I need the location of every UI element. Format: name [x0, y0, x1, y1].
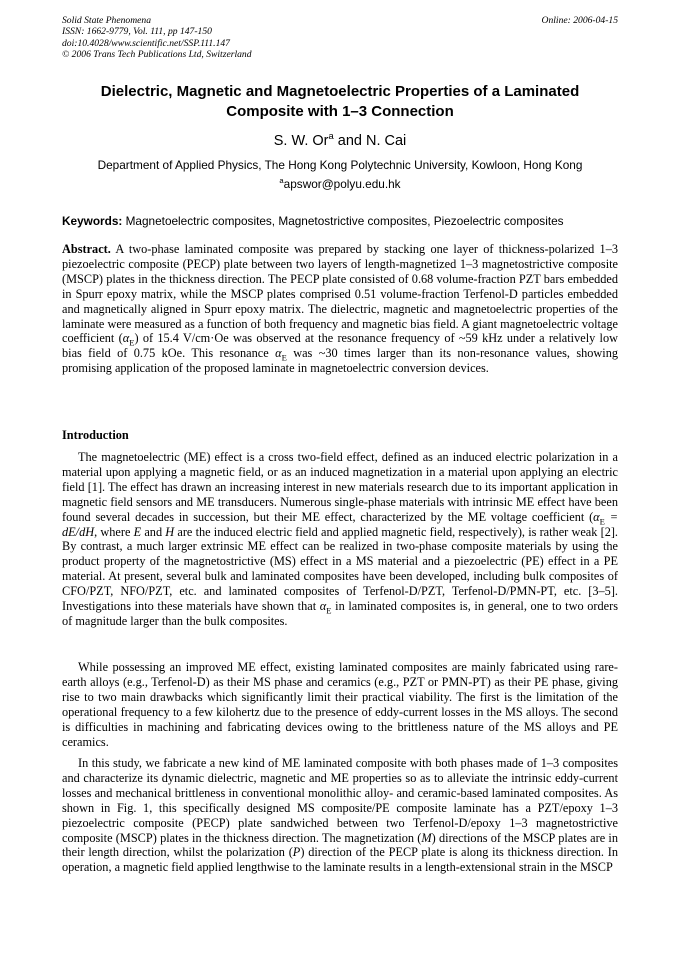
alpha-subscript: E — [129, 337, 135, 348]
para-text: The magnetoelectric (ME) effect is a cross two-field effect, defined as an induced electric polarization in a material upon applying a magnetic field, or as an induced magnetization in a material upon applying an electric field [1]. The effect has drawn an increasing interest in new materials research due to its important application in magnetic field sensors and ME transducers. Numerous single-phase materials with intrinsic ME effect have been found several decades in succession, but their ME effect, characterized by the ME voltage coefficient ( — [62, 450, 618, 524]
para-text: , where — [94, 524, 134, 539]
var-p: P — [292, 845, 301, 860]
para-text: and — [141, 524, 166, 539]
copyright-line: © 2006 Trans Tech Publications Ltd, Switzerland — [62, 49, 252, 61]
intro-paragraph-2: While possessing an improved ME effect, existing laminated composites are mainly fabricated using rare-earth alloys (e.g., Terfenol-D) as their MS phase and ceramics (e.g., PZT or PMN-PT) as their PE phase, giving rise to two main drawbacks which significantly limit their practical viability. The first is the limitation of the operational frequency to a few kilohertz due to the presence of eddy-current losses in the MS alloys. The second is difficulties in machining and fabricating devices owing to the brittleness nature of the MS alloys and PE ceramics. — [62, 660, 618, 749]
alpha-symbol: α — [275, 346, 282, 361]
formula: = dE/dH — [62, 509, 619, 539]
alpha-symbol: α — [319, 599, 327, 614]
author-1-affil-mark: a — [328, 130, 334, 142]
alpha-subscript: E — [599, 516, 605, 527]
title-line-2: Composite with 1–3 Connection — [226, 103, 454, 120]
var-m: M — [421, 830, 432, 845]
journal-name: Solid State Phenomena — [62, 15, 151, 26]
keywords-text: Magnetoelectric composites, Magnetostrictive composites, Piezoelectric composites — [122, 214, 564, 228]
title-line-1: Dielectric, Magnetic and Magnetoelectric Properties of a Laminated — [100, 83, 580, 100]
section-heading-introduction: Introduction — [62, 428, 129, 442]
alpha-subscript: E — [326, 605, 332, 616]
author-1: S. W. Or — [273, 133, 329, 149]
online-date: Online: 2006-04-15 — [541, 15, 618, 26]
para-text: In this study, we fabricate a new kind of ME laminated composite with both phases made of 1–3 composites and characterize its dynamic dielectric, magnetic and ME properties so as to alleviate the intrinsic eddy-current losses and mechanical brittleness in conventional monolithic alloy- and ceramic-based laminated composites. As shown in Fig. 1, this specifically designed MS composite/PE composite laminate has a PZT/epoxy 1–3 piezoelectric composite (PECP) plate sandwiched between two Terfenol-D/epoxy 1–3 magnetostrictive composite (MSCP) plates in the thickness direction. The magnetization ( — [62, 756, 618, 845]
para-text: in laminated composites is, in general, one to two orders of magnitude larger than the bulk composites. — [62, 599, 618, 628]
email-line — [62, 177, 618, 192]
alpha-symbol: α — [593, 509, 600, 524]
intro-paragraph-3 — [62, 756, 618, 875]
alpha-symbol: α — [122, 331, 130, 346]
author-2: and N. Cai — [333, 133, 407, 149]
abstract — [62, 242, 618, 376]
para-text: ) directions of the MSCP plates are in their length direction, whilst the polarization ( — [62, 830, 618, 860]
abstract-label: Abstract. — [62, 242, 111, 256]
abstract-text-3: was ~30 times larger than its non-resonance values, showing promising application of the proposed laminate in magnetoelectric conversion devices. — [62, 346, 619, 376]
paper-title — [62, 82, 618, 122]
alpha-subscript: E — [281, 352, 287, 363]
intro-paragraph-1 — [62, 450, 618, 629]
running-header — [62, 15, 618, 61]
doi-line: doi:10.4028/www.scientific.net/SSP.111.147 — [62, 37, 230, 49]
abstract-text-2: ) of 15.4 V/cm·Oe was observed at the resonance frequency of ~59 kHz under a relatively low bias field of 0.75 kOe. This resonance — [62, 331, 618, 361]
abstract-text-1: A two-phase laminated composite was prepared by stacking one layer of thickness-polarized 1–3 piezoelectric composite (PECP) plate between two layers of length-magnetized 1–3 magnetostrictive composite (MSCP) plates in the thickness direction. The PECP plate consisted of 0.68 volume-fraction PZT bars embedded in Spurr epoxy matrix, while the MSCP plates comprised 0.51 volume-fraction Terfenol-D particles embedded and magnetically aligned in Spurr epoxy matrix. The dielectric, magnetic and magnetoelectric properties of the laminate were measured as a function of both frequency and magnetic bias field. A giant magnetoelectric voltage coefficient ( — [62, 242, 618, 346]
keywords — [62, 214, 618, 229]
author-line — [62, 132, 618, 150]
keywords-label: Keywords: — [62, 214, 123, 228]
para-text: ) direction of the PECP plate is along its thickness direction. In operation, a magnetic field applied lengthwise to the laminate results in a length-extensional strain in the MSCP — [62, 845, 618, 875]
var-e: E — [133, 524, 142, 539]
email-mark: a — [279, 176, 284, 186]
affiliation: Department of Applied Physics, The Hong Kong Polytechnic University, Kowloon, Hong Kong — [97, 158, 583, 172]
var-h: H — [165, 524, 175, 539]
para-text: are the induced electric field and applied magnetic field, respectively), is rather weak [2]. By contrast, a much larger extrinsic ME effect can be realized in two-phase composite materials by using the product property of the magnetostrictive (MS) effect in a MS material and a piezoelectric (PE) effect in a PE material. At present, several bulk and laminated composites have been developed, including bulk composites of CFO/PZT, NFO/PZT, etc. and laminated composites of Terfenol-D/PZT, Terfenol-D/PMN-PT, etc. [3–5]. Investigations into these materials have shown that — [62, 524, 619, 614]
email-address[interactable]: apswor@polyu.edu.hk — [283, 177, 401, 191]
issn-line: ISSN: 1662-9779, Vol. 111, pp 147-150 — [62, 26, 212, 38]
